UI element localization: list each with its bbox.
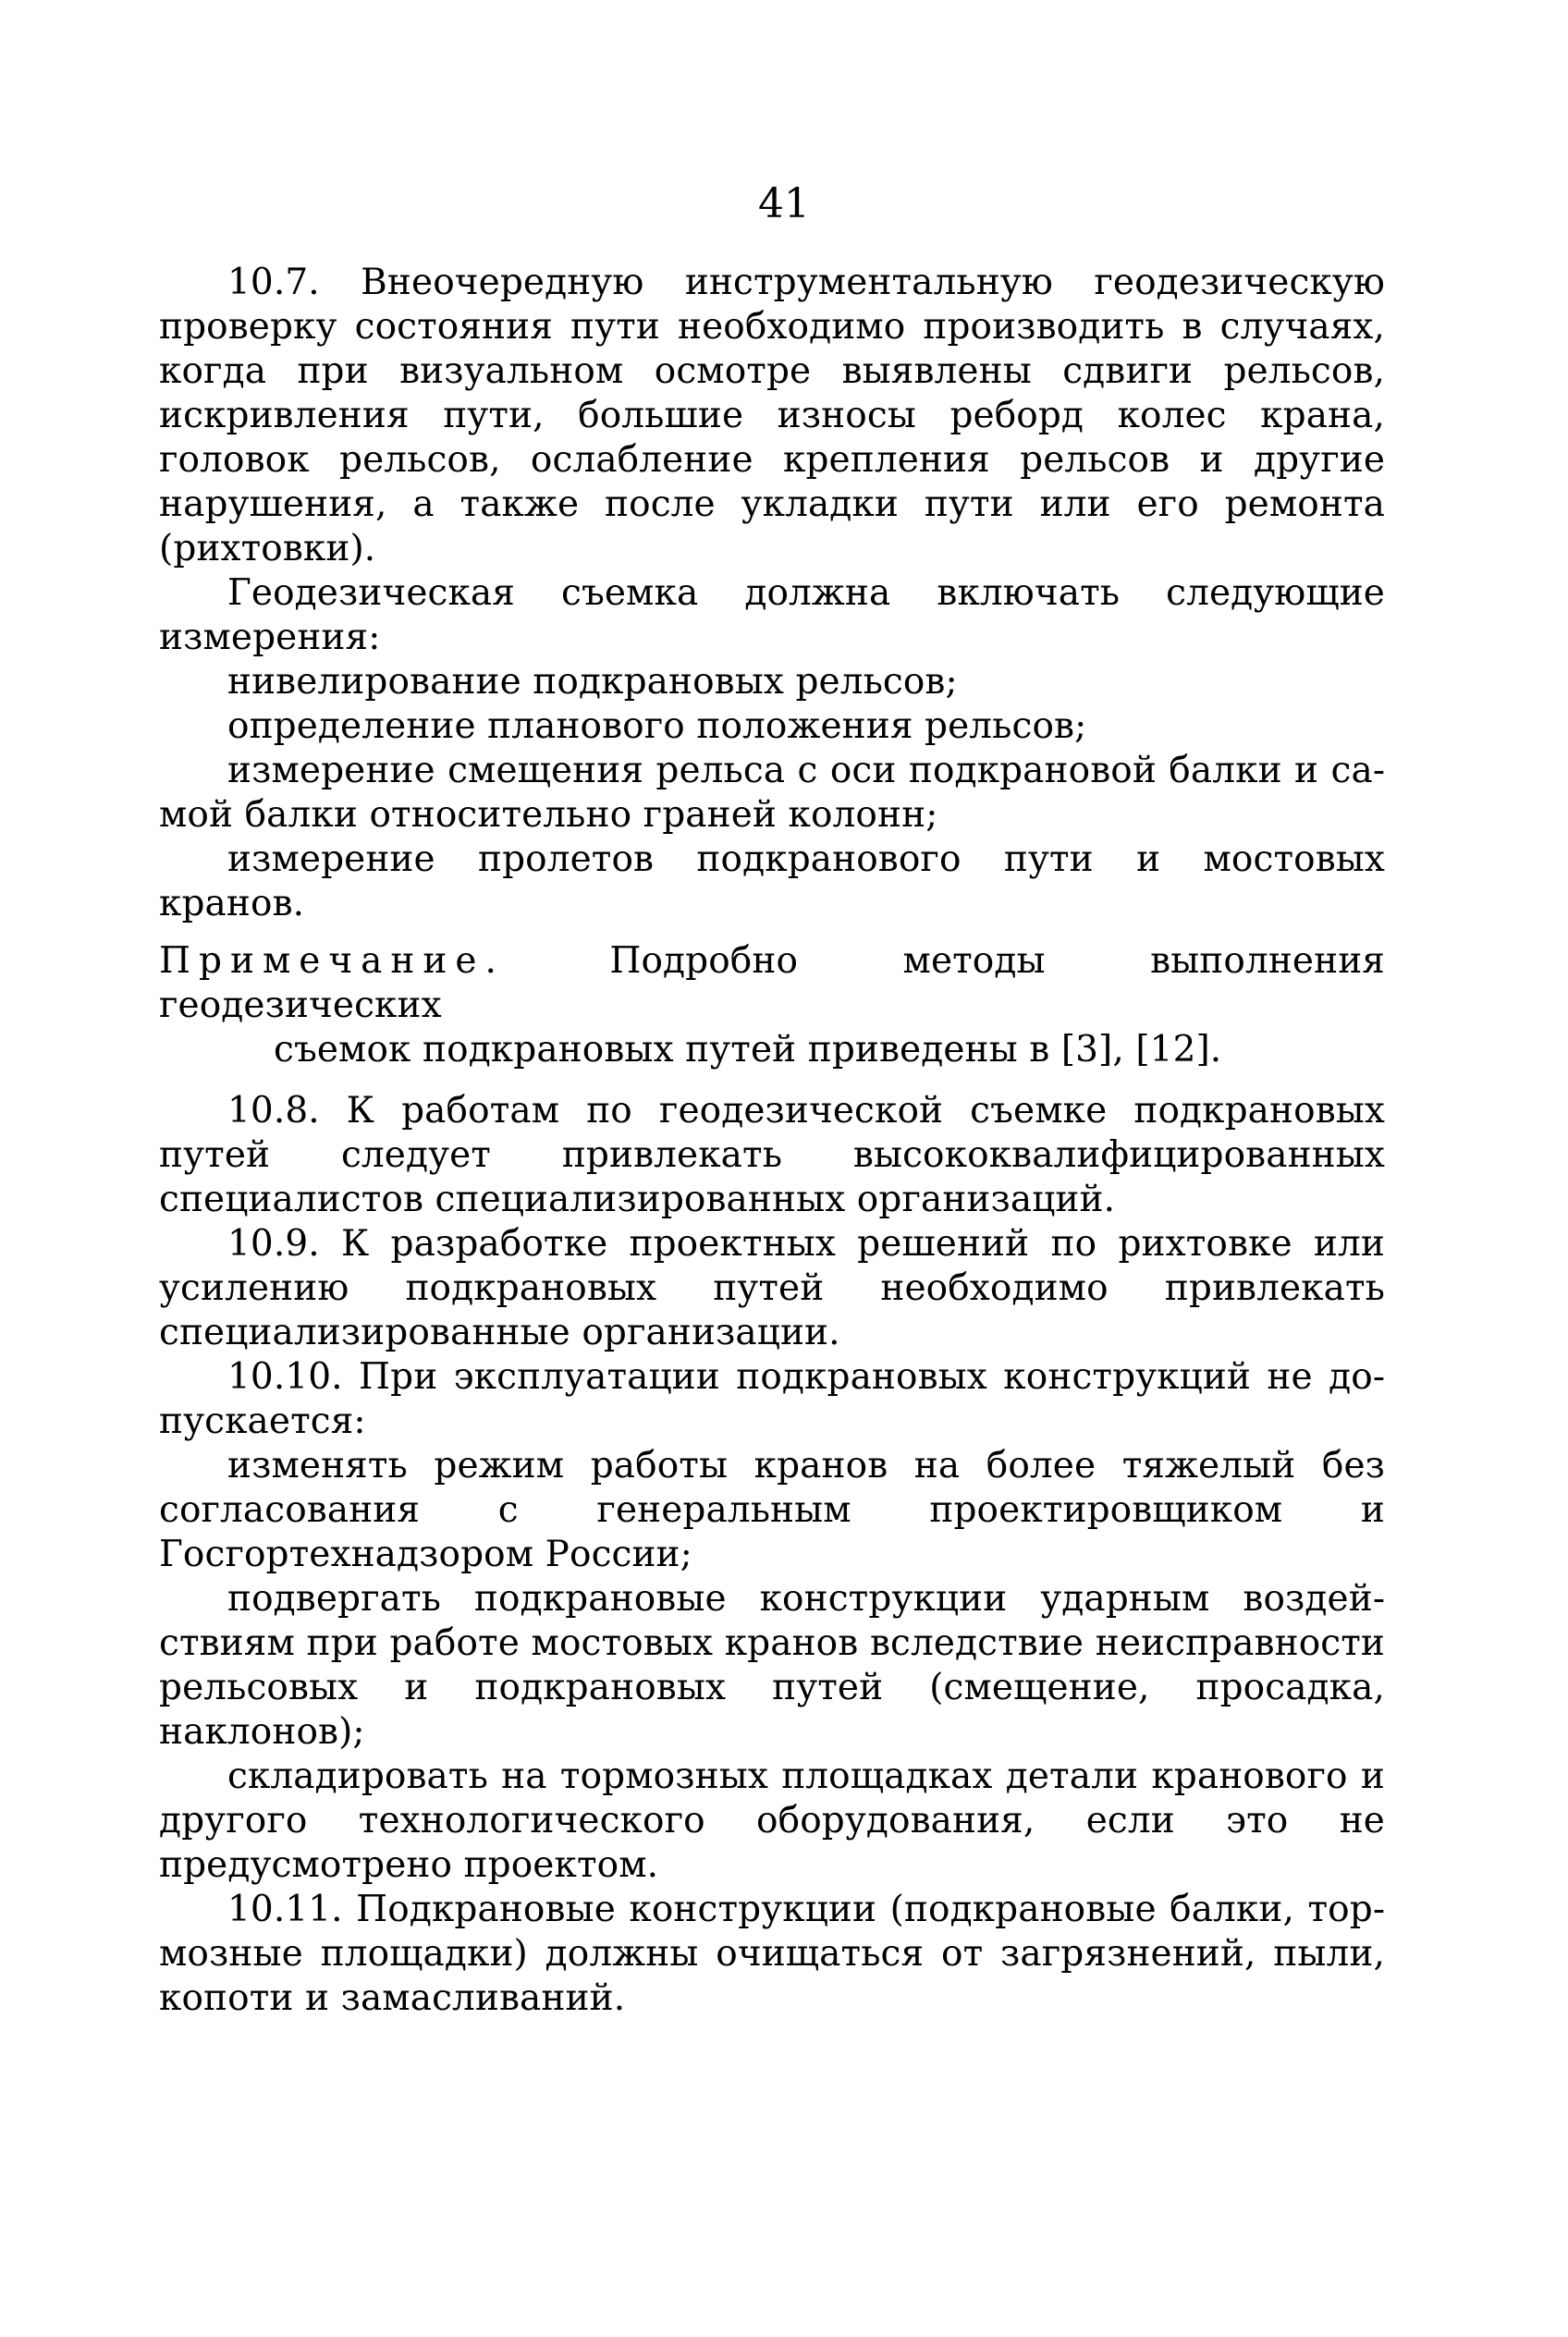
- page-number: 41: [758, 180, 810, 227]
- list-item-storage: складировать на тормозных площадках детали кранового и другого технологического оборудования, если это не предусмотрено проектом.: [159, 1756, 1385, 1886]
- page-body: [159, 261, 1385, 2021]
- paragraph-geodesic-survey-intro: Геодезическая съемка должна включать следующие измерения:: [159, 572, 1385, 658]
- note-text-first: Подробно методы выполнения геодезических: [159, 940, 1386, 1026]
- list-item-impact-loads: подвергать подкрановые конструкции ударным воздействиям при работе мостовых кранов вследствие неисправности рельсовых и подкрановых путей (смещение, просадка, наклонов);: [159, 1578, 1385, 1753]
- note-text-second: съемок подкрановых путей приведены в [3], [12].: [274, 1029, 1222, 1071]
- note-label: Примечание.: [159, 940, 505, 982]
- list-item-span-measurement: измерение пролетов подкранового пути и мостовых кранов.: [159, 838, 1385, 924]
- list-item-leveling: нивелирование подкрановых рельсов;: [227, 661, 958, 703]
- list-item-rail-offset: измерение смещения рельса с оси подкрановой балки и самой балки относительно граней колонн;: [159, 750, 1385, 836]
- paragraph-10-10-intro: 10.10. При эксплуатации подкрановых конструкций не допускается:: [159, 1356, 1385, 1442]
- list-item-crane-mode: изменять режим работы кранов на более тяжелый без согласования с генеральным проектировщиком и Госгортехнадзором России;: [159, 1445, 1385, 1575]
- list-item-plan-position: определение планового положения рельсов;: [227, 705, 1087, 747]
- paragraph-10-8: 10.8. К работам по геодезической съемке подкрановых путей следует привлекать высококвалифицированных специалистов специализированных организаций.: [159, 1090, 1385, 1220]
- paragraph-10-7: 10.7. Внеочередную инструментальную геодезическую проверку состояния пути необходимо производить в случаях, когда при визуальном осмотре выявлены сдвиги рельсов, искривления пути, большие износы реборд колес крана, головок рельсов, ослабление крепления рельсов и другие нарушения, а также после укладки пути или его ремонта (рихтовки).: [159, 262, 1385, 569]
- paragraph-10-9: 10.9. К разработке проектных решений по рихтовке или усилению подкрановых путей необходимо привлекать специализированные организации.: [159, 1223, 1385, 1353]
- paragraph-10-11: 10.11. Подкрановые конструкции (подкрановые балки, тормозные площадки) должны очищаться от загрязнений, пыли, копоти и замасливаний.: [159, 1889, 1385, 2019]
- note-block: [159, 939, 1385, 1072]
